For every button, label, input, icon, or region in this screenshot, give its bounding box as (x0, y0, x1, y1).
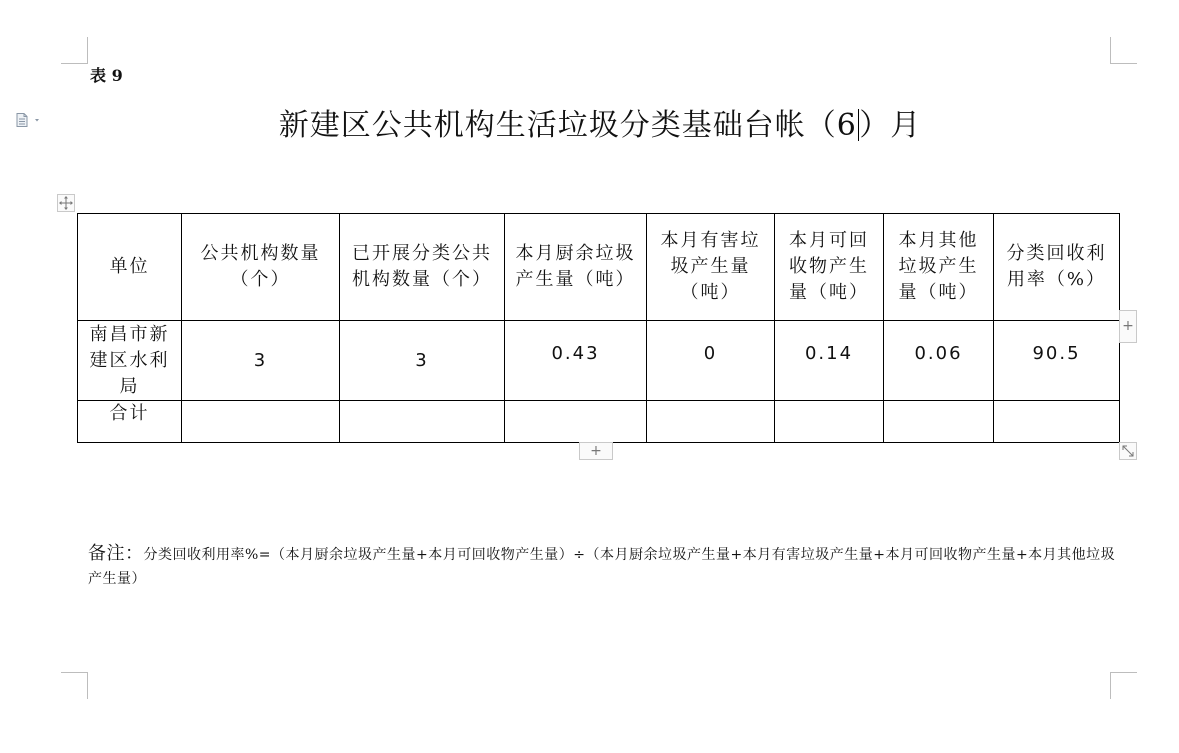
footnote-text: 分类回收利用率%=（本月厨余垃圾产生量+本月可回收物产生量）÷（本月厨余垃圾产生量+本月有害垃圾产生量+本月可回收物产生量+本月其他垃圾产生量） (88, 547, 1116, 587)
cell-institution-count[interactable]: 3 (182, 321, 340, 401)
page-corner-mark-top-right (1110, 37, 1137, 64)
table-move-handle[interactable] (57, 194, 75, 212)
cell-other-waste[interactable]: 0.06 (884, 321, 994, 401)
move-arrows-icon (58, 195, 74, 211)
cell-sorting-institution-count[interactable]: 3 (340, 321, 505, 401)
header-cell-sorting-institution-count[interactable]: 已开展分类公共机构数量（个） (340, 214, 505, 321)
header-cell-recyclables[interactable]: 本月可回收物产生量（吨） (775, 214, 884, 321)
cell-recyclables[interactable]: 0.14 (775, 321, 884, 401)
cell-kitchen-waste[interactable]: 0.43 (505, 321, 647, 401)
table-total-row (78, 401, 1120, 443)
page-corner-mark-bottom-right (1110, 672, 1137, 699)
ledger-table (77, 213, 1120, 443)
title-text-end: ）月 (859, 108, 922, 143)
header-cell-institution-count[interactable]: 公共机构数量（个） (182, 214, 340, 321)
cell-total-institution-count[interactable] (182, 401, 340, 443)
document-title (180, 100, 1020, 144)
resize-diagonal-icon (1120, 443, 1136, 459)
add-column-button[interactable]: + (1119, 310, 1137, 343)
table-resize-handle[interactable] (1119, 442, 1137, 460)
header-cell-other-waste[interactable]: 本月其他垃圾产生量（吨） (884, 214, 994, 321)
document-icon[interactable] (16, 113, 42, 127)
add-row-button[interactable]: + (579, 442, 613, 460)
table-header-row (78, 214, 1120, 321)
page-corner-mark-bottom-left (61, 672, 88, 699)
title-text-start: 新建区公共机构生活垃圾分类基础台帐（6 (278, 108, 857, 143)
cell-total-kitchen-waste[interactable] (505, 401, 647, 443)
cell-unit[interactable]: 南昌市新建区水利局 (78, 321, 182, 401)
cell-hazardous-waste[interactable]: 0 (647, 321, 775, 401)
footnote-label: 备注： (88, 543, 144, 564)
table-label: 表 9 (90, 66, 123, 85)
header-cell-recovery-rate[interactable]: 分类回收利用率（%） (994, 214, 1120, 321)
header-cell-unit[interactable]: 单位 (78, 214, 182, 321)
header-cell-hazardous-waste[interactable]: 本月有害垃圾产生量（吨） (647, 214, 775, 321)
cell-total-recovery-rate[interactable] (994, 401, 1120, 443)
cell-total-recyclables[interactable] (775, 401, 884, 443)
page-corner-mark-top-left (61, 37, 88, 64)
header-cell-kitchen-waste[interactable]: 本月厨余垃圾产生量（吨） (505, 214, 647, 321)
cell-total-other-waste[interactable] (884, 401, 994, 443)
cell-total-sorting-institution-count[interactable] (340, 401, 505, 443)
cell-total-hazardous-waste[interactable] (647, 401, 775, 443)
cell-recovery-rate[interactable]: 90.5 (994, 321, 1120, 401)
table-row (78, 321, 1120, 401)
footnote (88, 542, 1118, 591)
cell-total-label[interactable]: 合计 (78, 401, 182, 443)
